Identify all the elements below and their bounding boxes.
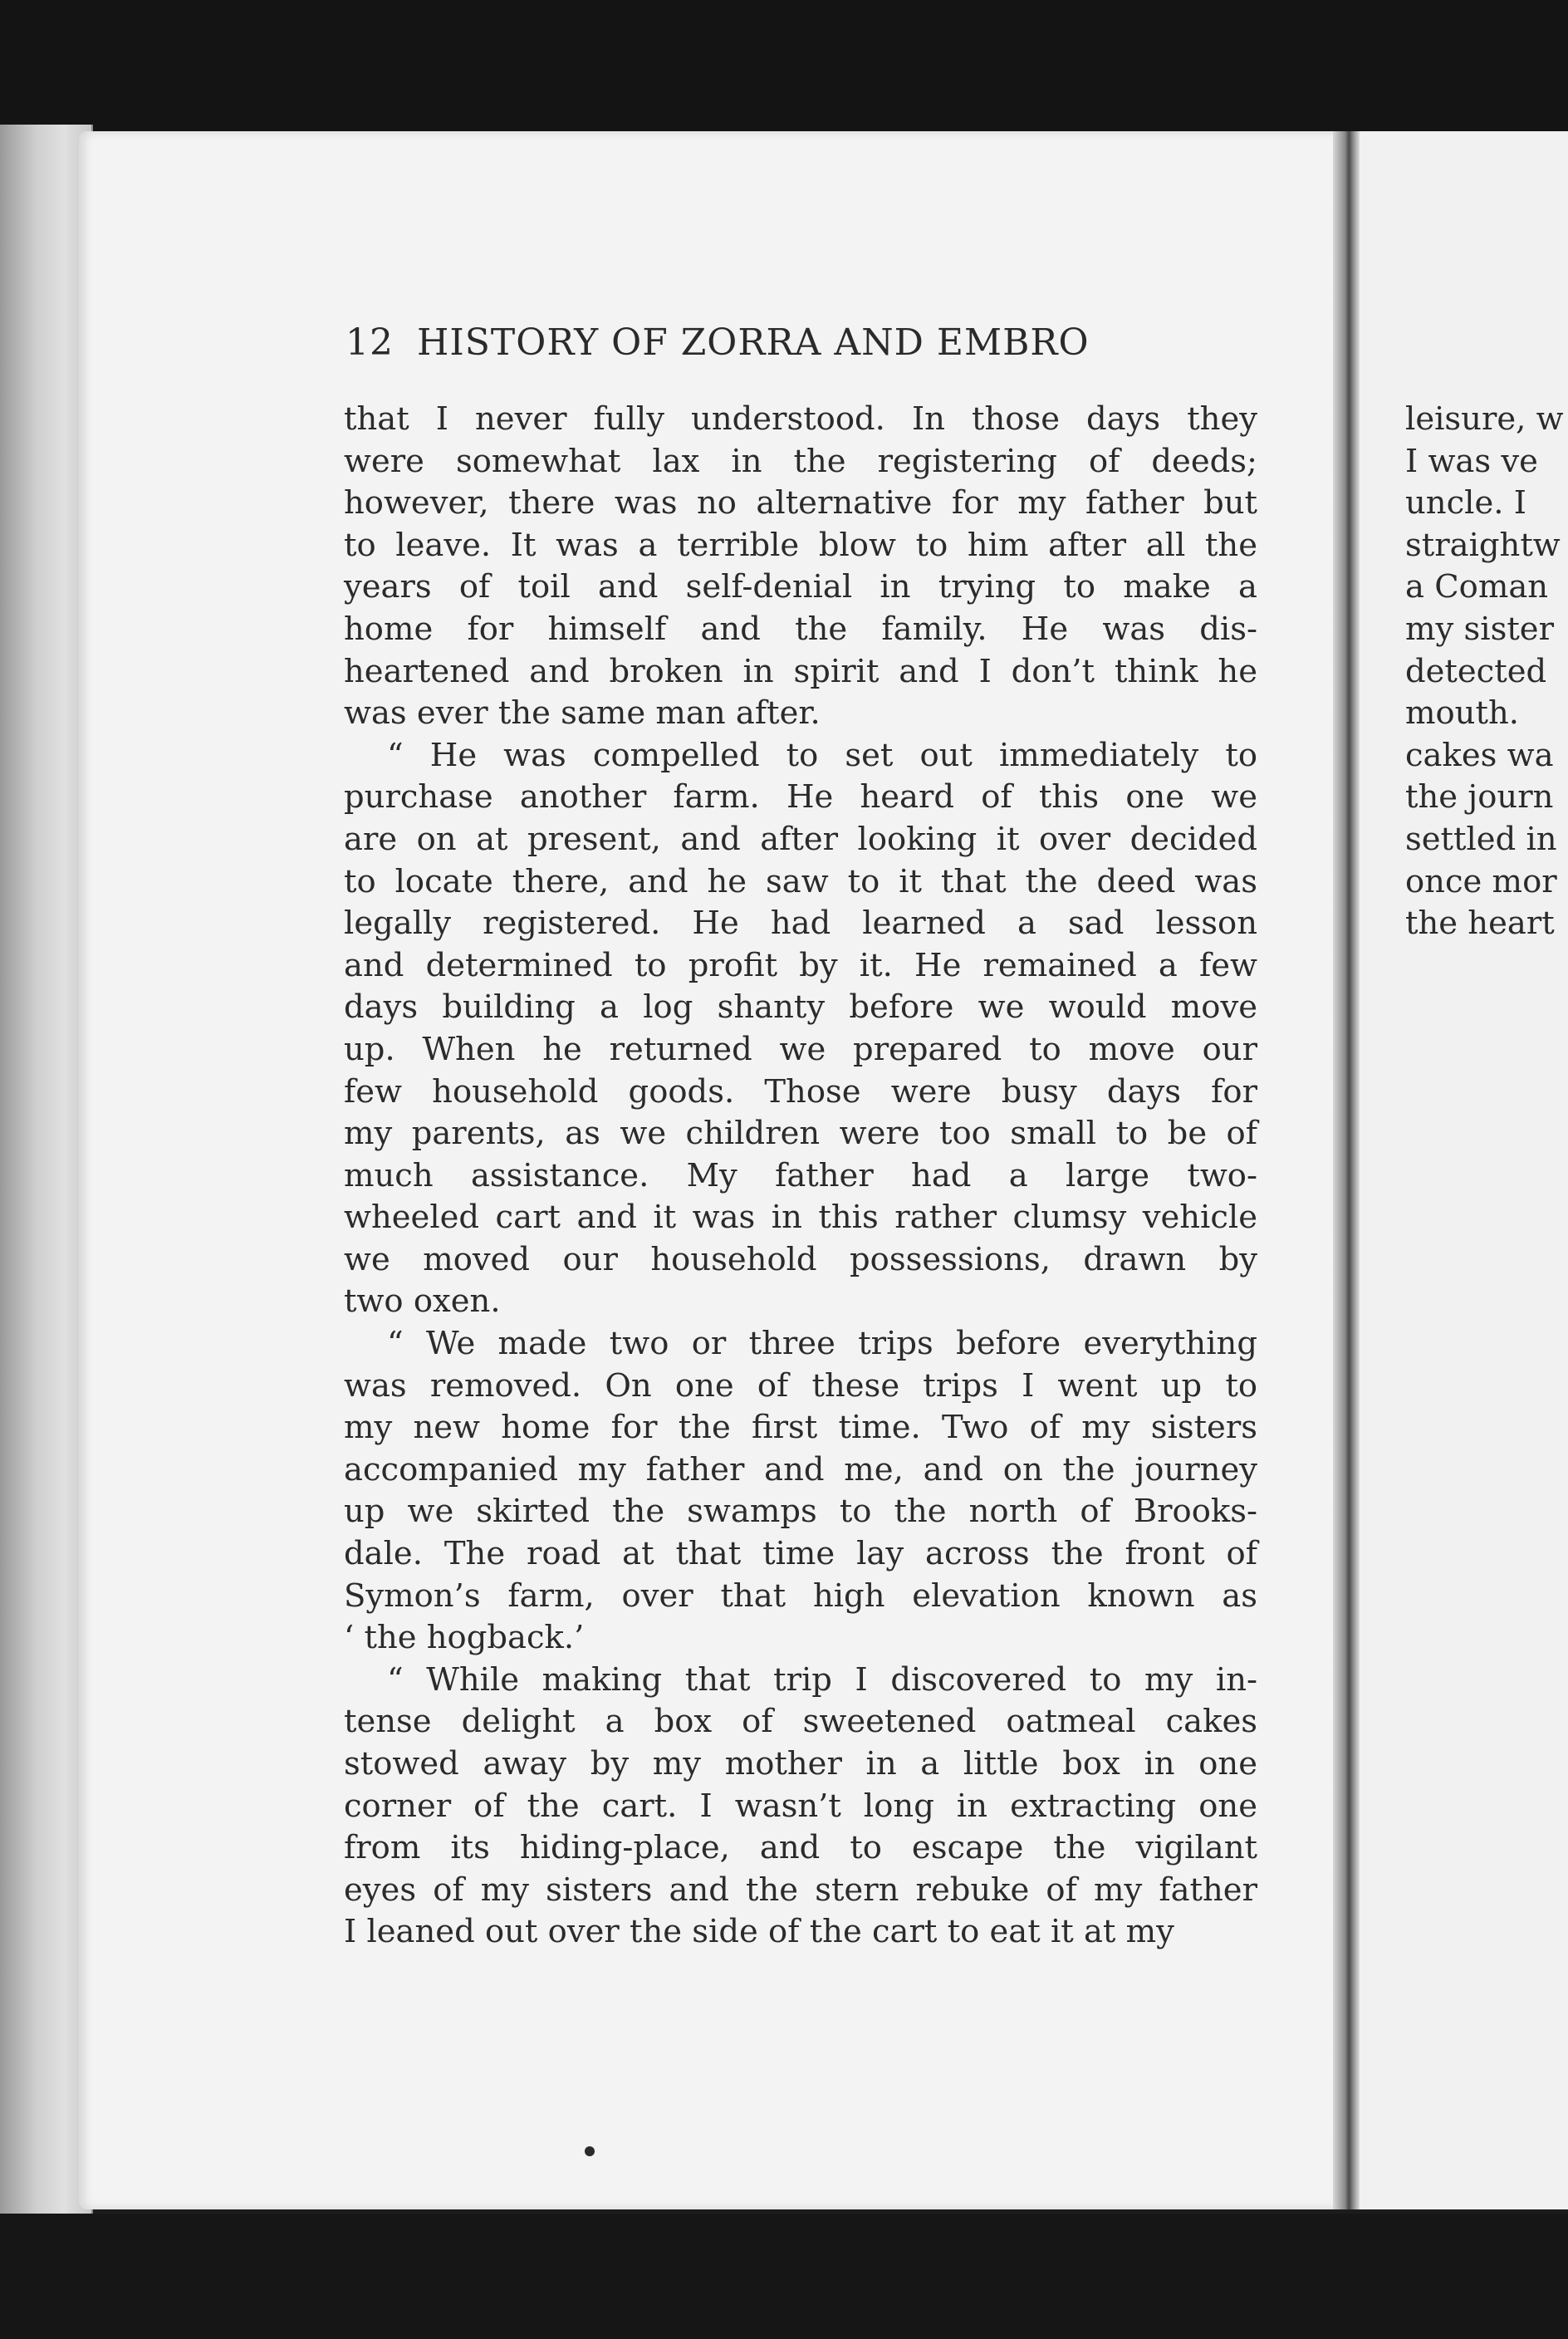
page-number: 12 (345, 321, 394, 364)
text-line: once mor (1405, 862, 1557, 900)
text-line: cakes wa (1405, 736, 1554, 774)
running-header (345, 321, 1259, 364)
text-line: my parents, as we children were too small to be of (344, 1115, 1257, 1153)
text-line: “ While making that trip I discovered to my in- (387, 1660, 1257, 1699)
scanner-background-bottom (0, 2214, 1568, 2339)
running-title: HISTORY OF ZORRA AND EMBRO (417, 321, 1090, 364)
text-line: that I never fully understood. In those days they (344, 400, 1257, 438)
text-line: up. When he returned we prepared to move our (344, 1030, 1257, 1068)
text-line: mouth. (1405, 694, 1519, 733)
text-line: my sister (1405, 610, 1554, 648)
text-line: a Coman (1405, 568, 1549, 606)
text-line: I was ve (1405, 442, 1538, 480)
text-line: stowed away by my mother in a little box in one (344, 1745, 1257, 1782)
text-line: years of toil and self-denial in trying to make a (344, 568, 1257, 606)
text-line: up we skirted the swamps to the north of Brooks- (344, 1493, 1257, 1531)
text-line: to leave. It was a terrible blow to him after all the (344, 526, 1257, 564)
text-line: wheeled cart and it was in this rather clumsy vehicle (344, 1199, 1257, 1237)
text-line: the heart (1405, 905, 1555, 943)
text-line: we moved our household possessions, drawn by (344, 1240, 1257, 1278)
text-line: were somewhat lax in the registering of deeds; (344, 442, 1257, 480)
text-line: legally registered. He had learned a sad lesson (344, 905, 1257, 943)
text-line: straightw (1405, 526, 1561, 564)
text-line: “ He was compelled to set out immediately to (387, 736, 1257, 774)
text-line: two oxen. (344, 1282, 501, 1321)
text-line: home for himself and the family. He was dis- (344, 610, 1257, 648)
text-line: much assistance. My father had a large two- (344, 1156, 1257, 1194)
text-line: few household goods. Those were busy days for (344, 1072, 1257, 1111)
left-page-body-text (344, 399, 1257, 1954)
text-line: purchase another farm. He heard of this one we (344, 778, 1257, 816)
text-line: however, there was no alternative for my father but (344, 484, 1257, 522)
text-line: uncle. I (1405, 484, 1526, 522)
text-line: settled in (1405, 820, 1557, 858)
text-line: was removed. On one of these trips I went up to (344, 1366, 1257, 1405)
right-page-body-text (1405, 399, 1568, 945)
ink-speck (585, 2146, 595, 2156)
text-line: I leaned out over the side of the cart to eat it at my (344, 1913, 1174, 1951)
text-line: days building a log shanty before we would move (344, 988, 1257, 1027)
text-line: from its hiding-place, and to escape the vigilant (344, 1829, 1257, 1867)
text-line: heartened and broken in spirit and I don’t think he (344, 652, 1257, 690)
text-line: Symon’s farm, over that high elevation known as (344, 1576, 1257, 1615)
text-line: and determined to profit by it. He remained a few (344, 946, 1257, 984)
text-line: ‘ the hogback.’ (344, 1619, 585, 1657)
text-line: corner of the cart. I wasn’t long in extracting one (344, 1787, 1257, 1825)
text-line: are on at present, and after looking it over decided (344, 820, 1257, 858)
text-line: my new home for the first time. Two of my sisters (344, 1409, 1257, 1447)
text-line: “ We made two or three trips before everything (387, 1325, 1257, 1363)
text-line: accompanied my father and me, and on the journey (344, 1450, 1257, 1488)
scanner-background-top (0, 0, 1568, 133)
text-line: dale. The road at that time lay across the front of (344, 1535, 1257, 1573)
text-line: detected (1405, 652, 1547, 690)
text-line: to locate there, and he saw to it that the deed was (344, 862, 1257, 900)
book-gutter (1333, 131, 1360, 2209)
text-line: the journ (1405, 778, 1554, 816)
text-line: tense delight a box of sweetened oatmeal cakes (344, 1703, 1257, 1741)
text-line: leisure, w (1405, 400, 1564, 438)
text-line: eyes of my sisters and the stern rebuke of my father (344, 1871, 1257, 1909)
text-line: was ever the same man after. (344, 694, 821, 733)
